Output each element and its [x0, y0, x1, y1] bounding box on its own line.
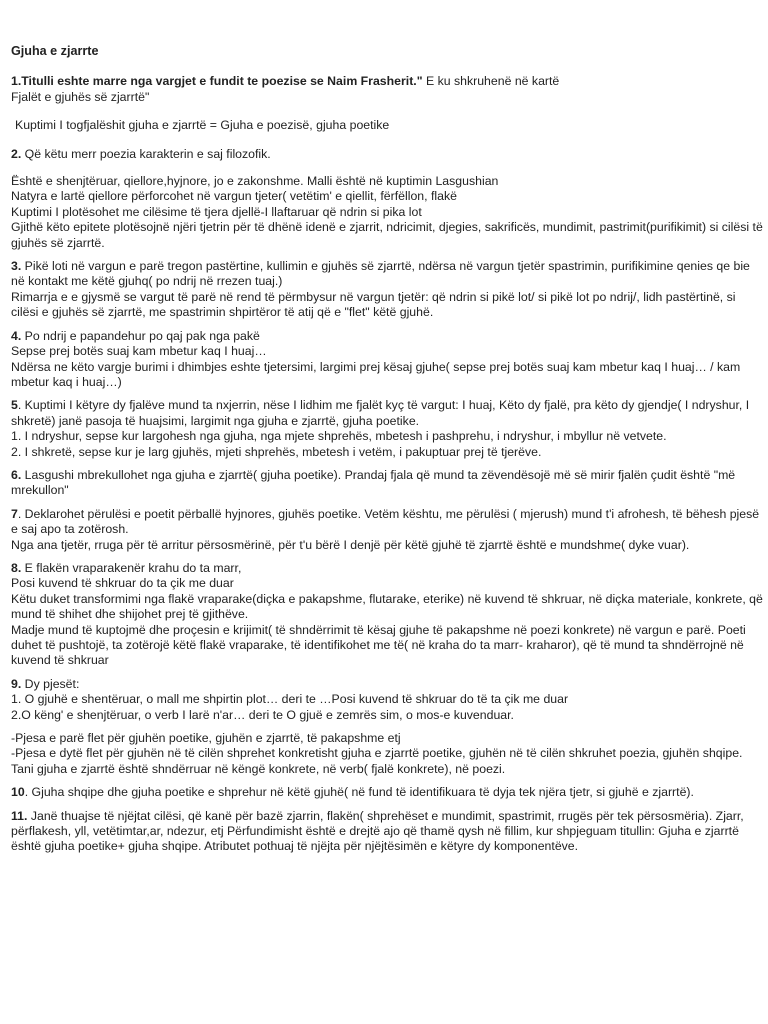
section-number: 8.: [11, 560, 22, 575]
section-text: Lasgushi mbrekullohet nga gjuha e zjarrtë( gjuha poetike). Prandaj fjala që mund ta zëvendësojë më së mirir fjalën çudit është "më mrekullon": [11, 467, 736, 498]
section-number: 6.: [11, 467, 22, 482]
section-text: Po ndrij e papandehur po qaj pak nga pakë: [21, 328, 260, 343]
document-title: Gjuha e zjarrte: [11, 44, 99, 58]
paragraph-line: Natyra e lartë qiellore përforcohet në vargun tjeter( vetëtim' e qiellit, fërfëllon, flakë: [11, 189, 457, 204]
section-text: . Deklarohet përulësi e poetit përballë hyjnores, gjuhës poetike. Vetëm kështu, me përulësi ( mjerush) mund t'i afrohesh, të bëhesh pjesë e saj apo ta zotërosh.: [11, 506, 760, 537]
paragraph-line: Gjithë këto epitete plotësojnë njëri tjetrin për të dhënë idenë e zjarrit, ndricimit, djegies, sakrificës, mundimit, pastrimit(purifikimit) si cilësi të gjuhës së zjarrtë.: [11, 220, 763, 250]
section-text: Pikë loti në vargun e parë tregon pastërtine, kullimin e gjuhës së zjarrtë, ndërsa në vargun tjetër spastrimin, purifikimine qenies qe bie në kontakt me këtë gjuhq( po ndrij në rrezen tuaj.): [11, 259, 750, 289]
section-5: [11, 398, 763, 460]
section-number: 11.: [11, 808, 28, 823]
section-line: Sepse prej botës suaj kam mbetur kaq I huaj…: [11, 344, 267, 359]
section-number: 4.: [11, 328, 22, 343]
section-line: Nga ana tjetër, rruga për të arritur përsosmërinë, për t'u bërë I denjë për këtë gjuhë të zjarrtë është e mundshme( dyke vuar).: [11, 537, 690, 552]
section-line: 1. O gjuhë e shentëruar, o mall me shpirtin plot… deri te …Posi kuvend të shkruar do të ta çik me duar: [11, 692, 569, 707]
paragraph-line: Kuptimi I plotësohet me cilësime të tjera djellë-I llaftaruar që ndrin si pika lot: [11, 204, 422, 219]
section-text: Dy pjesët:: [21, 676, 80, 691]
section-text: E flakën vraparakenër krahu do ta marr,: [21, 560, 242, 575]
section-2-details: [11, 174, 763, 251]
section-number: 7: [11, 506, 18, 521]
section-number: 2.: [11, 146, 22, 161]
section-7: [11, 507, 763, 553]
paragraph-line: -Pjesa e parë flet për gjuhën poetike, gjuhën e zjarrtë, të pakapshme etj: [11, 731, 401, 746]
section-1: [11, 74, 763, 105]
section-text: . Kuptimi I këtyre dy fjalëve mund ta nxjerrin, nëse I lidhim me fjalët kyç të vargut: I huaj, Këto dy fjalë, pra këto dy gjendje( I ndryshur, I shkretë) janë pasoja të huajsimi, largimit nga gjuha e zjarrtë, gjuha poetike.: [11, 398, 750, 428]
section-9-details: [11, 731, 763, 777]
section-text: Janë thuajse të njëjtat cilësi, që kanë për bazë zjarrin, flakën( shprehëset e mundimit, spastrimit, rrugës për tek përsosmëria). Zjarr, përflakesh, yll, vetëtimtar,ar, ndezur, etj Përfundimisht është e drejtë ajo që thamë qysh në fillim, kur shpjeguam titullin: Gjuha e zjarrtë është gjuha poetike+ gjuha shqipe. Atributet pothuaj të njëjta për njëjtësimën e këtyre dy komponentëve.: [11, 808, 744, 854]
section-11: [11, 809, 763, 855]
section-number: 9.: [11, 676, 22, 691]
section-bold-text: Titulli eshte marre nga vargjet e fundit te poezise se Naim Frasherit.": [21, 74, 423, 89]
section-line: Rimarrja e e gjysmë se vargut të parë në rend të përmbysur në vargun tjetër: që ndrin si pikë lot/ si pikë lot po ndrij/, lidh pastërtinë, si cilësi e gjuhës së zjarrtë, me spastrimin shpirtëror të atij që e "flet" këtë gjuhë.: [11, 289, 736, 320]
section-number: 3.: [11, 259, 22, 274]
section-line: Posi kuvend të shkruar do ta çik me duar: [11, 576, 234, 591]
section-text: . Gjuha shqipe dhe gjuha poetike e shprehur në këtë gjuhë( në fund të identifikuara të dyja tek njëra tjetr, si gjuhë e zjarrtë).: [24, 785, 694, 800]
section-number: 5: [11, 398, 18, 413]
document-page: [11, 44, 763, 863]
section-line: Ndërsa ne këto vargje burimi i dhimbjes eshte tjetersimi, largimi prej kësaj gjuhe( sepse prej botës suaj kam mbetur kaq I huaj… / kam mbetur kaq i huaj…): [11, 359, 741, 389]
section-3: [11, 259, 763, 321]
section-line: 1. I ndryshur, sepse kur largohesh nga gjuha, nga mjete shprehës, mbetesh i pashprehu, i ndryshur, i mbyllur në vetvete.: [11, 429, 667, 444]
section-line: 2. I shkretë, sepse kur je larg gjuhës, mjeti shprehës, mbetesh i vetëm, i pakuptuar prej të tjerëve.: [11, 444, 542, 459]
paragraph-line: -Pjesa e dytë flet për gjuhën në të cilën shprehet konkretisht gjuha e zjarrtë poetike, gjuhën në të cilën shkruhet poezia, gjuhën shqipe.: [11, 746, 743, 761]
section-8: [11, 561, 763, 669]
paragraph-line: Është e shenjtëruar, qiellore,hyjnore, jo e zakonshme. Malli është në kuptimin Lasgushian: [11, 174, 499, 189]
section-4: [11, 329, 763, 391]
paragraph-kuptimi: Kuptimi I togfjalëshit gjuha e zjarrtë = Gjuha e poezisë, gjuha poetike: [15, 118, 390, 133]
section-line: Madje mund të kuptojmë dhe proçesin e krijimit( të shndërrimit të kësaj gjuhe të pakapshme në poezi konkrete) në vargun e parë. Poeti duhet të pushtojë, ta zotërojë këtë flakë vraparake, të identifikohet me të( në kraha do ta marr- kraharor), që të mund ta shndërrojnë në kuvend të shkruar: [11, 622, 746, 668]
section-line: Këtu duket transformimi nga flakë vraparake(diçka e pakapshme, flutarake, eterike) në kuvend të shkruar, në diçka materiale, konkrete, që mund të shihet dhe shijohet prej të gjithëve.: [11, 591, 763, 622]
section-2: [11, 147, 763, 162]
section-number: 10: [11, 785, 25, 800]
section-6: [11, 468, 763, 499]
paragraph-line: Tani gjuha e zjarrtë është shndërruar në këngë konkrete, në verb( fjalë konkrete), në poezi.: [11, 761, 506, 776]
section-10: [11, 785, 763, 800]
section-line: 2.O këng' e shenjtëruar, o verb I larë n'ar… deri te O gjuë e zemrës sim, o mos-e kuvenduar.: [11, 707, 514, 722]
section-text: Që këtu merr poezia karakterin e saj filozofik.: [21, 146, 271, 161]
section-number: 1.: [11, 74, 22, 89]
section-line: Fjalët e gjuhës së zjarrtë": [11, 89, 150, 104]
section-9: [11, 677, 763, 723]
section-text: E ku shkruhenë në kartë: [422, 74, 560, 89]
